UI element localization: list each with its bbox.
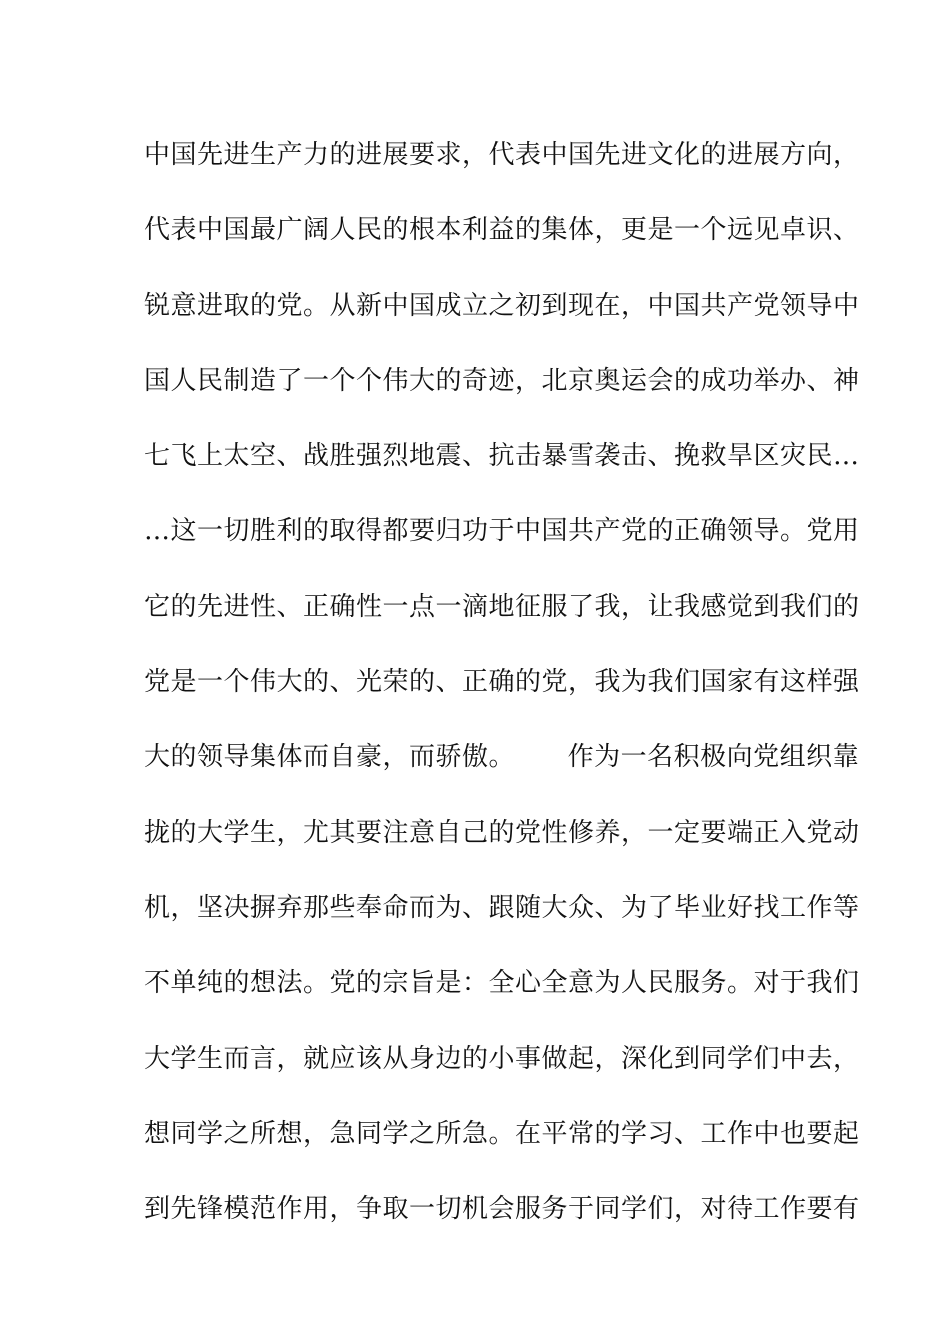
text-line: 它的先进性、正确性一点一滴地征服了我，让我感觉到我们的	[144, 591, 860, 622]
text-line: 大学生而言，就应该从身边的小事做起，深化到同学们中去，	[144, 1043, 860, 1074]
text-line: 到先锋模范作用，争取一切机会服务于同学们，对待工作要有	[144, 1194, 860, 1225]
text-line: 机，坚决摒弃那些奉命而为、跟随大众、为了毕业好找工作等	[144, 892, 860, 923]
text-line: …这一切胜利的取得都要归功于中国共产党的正确领导。党用	[144, 516, 860, 547]
text-line: 不单纯的想法。党的宗旨是：全心全意为人民服务。对于我们	[144, 968, 860, 999]
body-text	[144, 126, 860, 1255]
text-line: 大的领导集体而自豪，而骄傲。 作为一名积极向党组织靠	[144, 742, 860, 773]
text-line: 锐意进取的党。从新中国成立之初到现在，中国共产党领导中	[144, 290, 860, 321]
text-line: 代表中国最广阔人民的根本利益的集体，更是一个远见卓识、	[144, 215, 860, 246]
text-line: 拢的大学生，尤其要注意自己的党性修养，一定要端正入党动	[144, 817, 860, 848]
text-line: 中国先进生产力的进展要求，代表中国先进文化的进展方向，	[144, 140, 860, 170]
text-line: 国人民制造了一个个伟大的奇迹，北京奥运会的成功举办、神	[144, 365, 860, 396]
text-line: 七飞上太空、战胜强烈地震、抗击暴雪袭击、挽救旱区灾民…	[144, 441, 860, 472]
text-line: 想同学之所想，急同学之所急。在平常的学习、工作中也要起	[144, 1118, 860, 1149]
text-line: 党是一个伟大的、光荣的、正确的党，我为我们国家有这样强	[144, 667, 860, 698]
